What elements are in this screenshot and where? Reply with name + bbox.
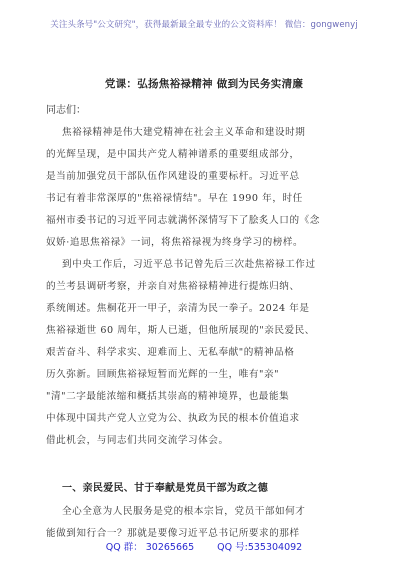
qq-number-link[interactable]: QQ 号:535304092 [217,542,303,553]
document-title: 党课：弘扬焦裕禄精神 做到为民务实清廉 [104,78,304,90]
body-line: 中体现中国共产党人立党为公、执政为民的根本价值追求 [46,413,300,424]
body-line: 艰苦奋斗、科学求实、迎难而上、无私奉献"的精神品格 [46,347,295,358]
body-line: 书记有着非常深厚的"焦裕禄情结"。早在 1990 年，时任 [46,193,303,204]
section-heading: 一、亲民爱民、甘于奉献是党员干部为政之德 [62,483,268,494]
body-line: 福州市委书记的习近平同志就满怀深情写下了脍炙人口的《念 [46,215,320,226]
qq-group-link[interactable]: QQ 群： 30265665 [105,542,195,553]
body-line: "清"二字最能浓缩和概括其崇高的精神境界，也最能集 [46,391,290,402]
header-banner: 关注头条号"公文研究"，获得最新最全最专业的公文资料库！ 微信：gongwenyj [50,20,358,30]
body-line: 借此机会，与同志们共同交流学习体会。 [46,435,229,446]
body-line: 奴娇·追思焦裕禄》一词，将焦裕禄视为终身学习的榜样。 [46,237,304,248]
body-line: 的兰考县调研考察，并亲自对焦裕禄精神进行提炼归纳、 [46,281,300,292]
body-line: 到中央工作后，习近平总书记曾先后三次赴焦裕禄工作过 [62,259,316,270]
body-line: 历久弥新。回顾焦裕禄短暂而光辉的一生，唯有"亲" [46,369,280,380]
body-line: 系统阐述。焦桐花开一甲子，亲清为民一拳子。2024 年是 [46,303,310,314]
body-line: 是当前加强党员干部队伍作风建设的重要标杆。习近平总 [46,171,300,182]
salutation: 同志们： [46,105,86,116]
body-line: 全心全意为人民服务是党的根本宗旨，党员干部如何才 [62,506,306,517]
body-line: 焦裕禄逝世 60 周年，斯人已逝，但他所展现的"亲民爱民、 [46,325,315,336]
body-line: 焦裕禄精神是伟大建党精神在社会主义革命和建设时期 [62,127,306,138]
body-line: 的光辉呈现，是中国共产党人精神谱系的重要组成部分， [46,149,300,160]
body-line: 能做到知行合一？那就是要像习近平总书记所要求的那样 [46,528,300,539]
footer-contact [0,539,408,553]
